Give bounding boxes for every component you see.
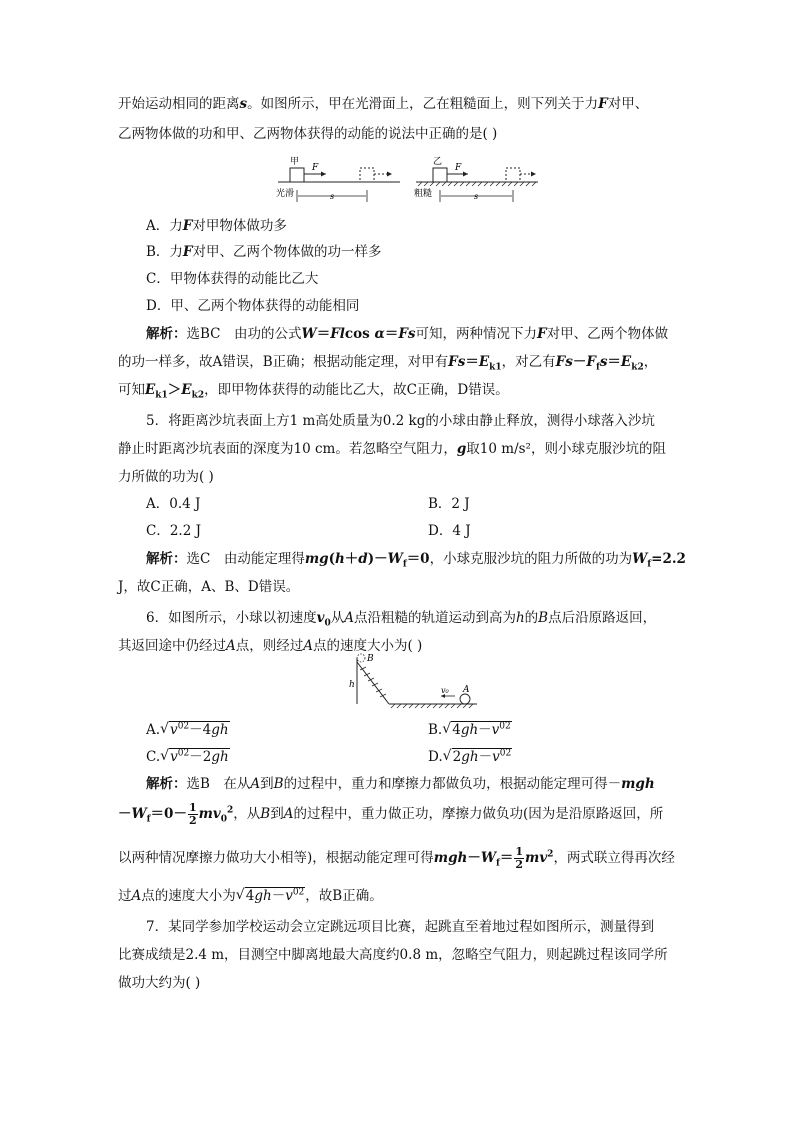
q6-figure — [345, 652, 485, 710]
label-a: A — [463, 685, 470, 695]
q4-figure — [268, 150, 546, 206]
q7-stem-line1: 7．某同学参加学校运动会立定跳远项目比赛，起跳直至着地过程如图所示，测量得到 — [146, 919, 655, 935]
q5-stem-line3: 力所做的功为( ) — [118, 469, 214, 485]
q4-option-a: A．力F对甲物体做功多 — [146, 218, 287, 234]
q6-option-d: D.√ $2gh-v^{02}$ — [428, 747, 512, 767]
q7-stem-line2: 比赛成绩是2.4 m，目测空中脚离地最大高度约0.8 m，忽略空气阻力，则起跳过程该同学所 — [118, 947, 668, 963]
label-force-left: F — [312, 163, 319, 173]
q4-option-d: D．甲、乙两个物体获得的动能相同 — [146, 298, 360, 314]
q4-stem-line2: 乙两物体做的功和甲、乙两物体获得的动能的说法中正确的是( ) — [118, 126, 498, 142]
label-dist-right: s — [474, 192, 479, 201]
q6-analysis-line3: 以两种情况摩擦力做功大小相等)，根据动能定理可得$mgh-W_f=$ $\frac{1}{2}$ $mv^2$，两式联立得再次经 — [118, 845, 675, 871]
label-smooth: 光滑 — [276, 189, 295, 199]
q5-option-b: B．2 J — [428, 496, 470, 512]
label-jia: 甲 — [290, 157, 300, 167]
q6-option-a: A.√ $v^{02}-4gh$ — [146, 720, 230, 740]
q6-analysis-line1: 解析：选B 在从A到B的过程中，重力和摩擦力都做负功，根据动能定理可得－mgh — [146, 776, 655, 792]
q6-analysis-line2: $-W_f=0-$ $\frac{1}{2}$ $mv_0^2$，从B到A的过程中，重力做正功，摩擦力做负功(因为是沿原路返回，所 — [118, 801, 664, 827]
q4-analysis-line3: 可知$E_{k1}>E_{k2}$，即甲物体获得的动能比乙大，故C正确，D错误。 — [118, 382, 509, 401]
q5-option-d: D．4 J — [428, 523, 471, 539]
q5-stem-line1: 5．将距离沙坑表面上方1 m高处质量为0.2 kg的小球由静止释放，测得小球落入沙坑 — [146, 413, 655, 429]
label-yi: 乙 — [433, 157, 443, 167]
q4-option-b: B．力F对甲、乙两个物体做的功一样多 — [146, 244, 382, 260]
label-v0: v₀ — [441, 686, 449, 695]
label-rough: 粗糙 — [414, 189, 433, 199]
q4-option-c: C．甲物体获得的动能比乙大 — [146, 271, 319, 287]
q5-analysis-line1: 解析：选C 由动能定理得$mg(h+d)-W_f=0$，小球克服沙坑的阻力所做的功为$W_f=2.2$ — [146, 551, 686, 570]
label-force-right: F — [455, 163, 462, 173]
q4-stem-line1: 开始运动相同的距离s。如图所示，甲在光滑面上，乙在粗糙面上，则下列关于力F对甲、 — [118, 96, 649, 112]
label-b: B — [367, 654, 374, 664]
q6-stem-line1: 6．如图所示，小球以初速度$v_0$从A点沿粗糙的轨道运动到高为h的B点后沿原路返回， — [146, 610, 657, 629]
q6-option-c: C.√ $v^{02}-2gh$ — [146, 747, 230, 767]
q5-option-a: A．0.4 J — [146, 496, 201, 512]
q6-option-b: B.√ $4gh-v^{02}$ — [428, 720, 512, 740]
q7-stem-line3: 做功大约为( ) — [118, 975, 201, 991]
label-dist-left: s — [330, 192, 335, 201]
q4-analysis-line2: 的功一样多，故A错误，B正确；根据动能定理，对甲有$Fs=E_{k1}$，对乙有$Fs-F_fs=E_{k2}$， — [118, 354, 658, 373]
q4-analysis-line1: 解析：选BC 由功的公式W＝Flcos α＝Fs可知，两种情况下力F对甲、乙两个物体做 — [146, 326, 669, 342]
q6-stem-line2: 其返回途中仍经过A点，则经过A点的速度大小为( ) — [118, 638, 423, 654]
q5-stem-line2: 静止时距离沙坑表面的深度为10 cm。若忽略空气阻力，g取10 m/s²，则小球克服沙坑的阻 — [118, 441, 666, 457]
q6-analysis-line4: 过A点的速度大小为√ $4gh-v^{02}$，故B正确。 — [118, 886, 383, 906]
q5-option-c: C．2.2 J — [146, 523, 202, 539]
label-h: h — [349, 680, 355, 690]
q5-analysis-line2: J，故C正确，A、B、D错误。 — [118, 579, 300, 595]
